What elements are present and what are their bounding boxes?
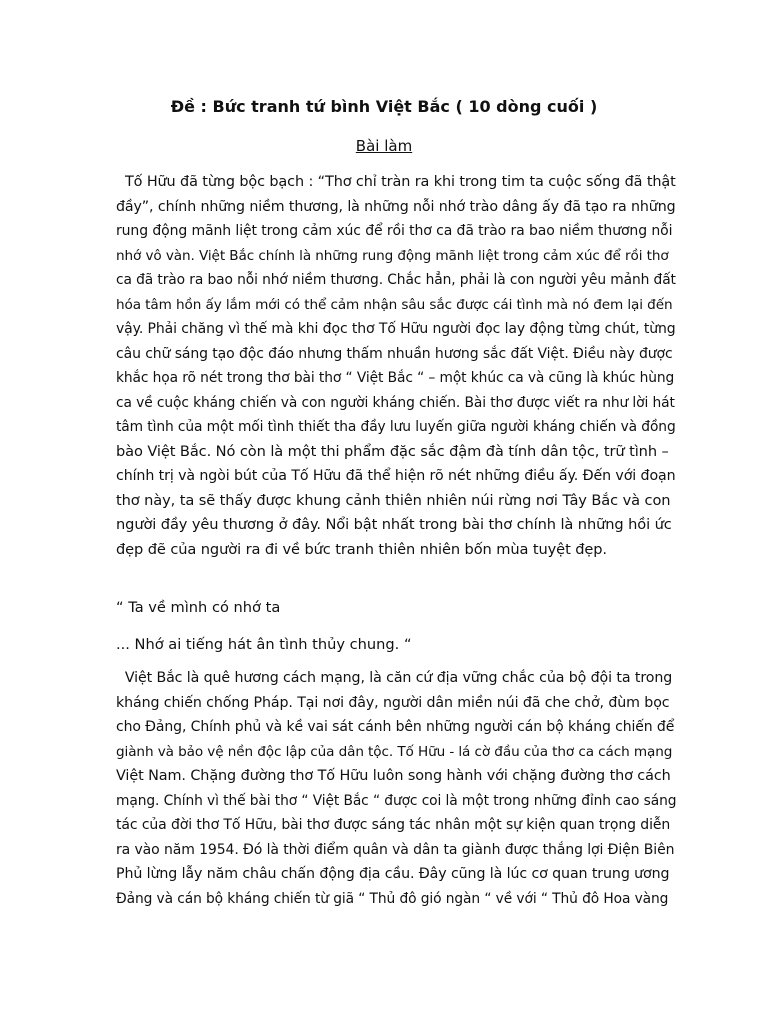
paragraph-line: rung động mãnh liệt trong cảm xúc để rồi thơ ca đã trào ra bao niềm thương nỗi <box>116 223 673 239</box>
paragraph-1 <box>116 170 676 562</box>
paragraph-line: Đảng và cán bộ kháng chiến từ giã “ Thủ đô gió ngàn “ về với “ Thủ đô Hoa vàng <box>116 890 669 907</box>
paragraph-line: Việt Nam. Chặng đường thơ Tố Hữu luôn song hành với chặng đường thơ cách <box>116 768 671 784</box>
poem-quote-end: ... Nhớ ai tiếng hát ân tình thủy chung. “ <box>116 636 412 653</box>
paragraph-line: mạng. Chính vì thế bài thơ “ Việt Bắc “ được coi là một trong những đỉnh cao sáng <box>116 792 677 809</box>
paragraph-line: hóa tâm hồn ấy lắm mới có thể cảm nhận sâu sắc được cái tình mà nó đem lại đến <box>116 296 673 313</box>
paragraph-line: vậy. Phải chăng vì thế mà khi đọc thơ Tố Hữu người đọc lay động từng chút, từng <box>116 321 676 337</box>
paragraph-line: Phủ lừng lẫy năm châu chấn động địa cầu. Đây cũng là lúc cơ quan trung ương <box>116 866 670 882</box>
paragraph-line: ca về cuộc kháng chiến và con người kháng chiến. Bài thơ được viết ra như lời hát <box>116 394 675 411</box>
paragraph-line: thơ này, ta sẽ thấy được khung cảnh thiên nhiên núi rừng nơi Tây Bắc và con <box>116 491 671 509</box>
paragraph-line: cho Đảng, Chính phủ và kề vai sát cánh bên những người cán bộ kháng chiến để <box>116 719 675 735</box>
paragraph-line: câu chữ sáng tạo độc đáo nhưng thấm nhuần hương sắc đất Việt. Điều này được <box>116 345 673 362</box>
paragraph-line: ra vào năm 1954. Đó là thời điểm quân và dân ta giành được thắng lợi Điện Biên <box>116 841 675 858</box>
paragraph-line: giành và bảo vệ nền độc lập của dân tộc. Tố Hữu - lá cờ đầu của thơ ca cách mạng <box>116 743 673 760</box>
document-subtitle: Bài làm <box>355 137 413 155</box>
paragraph-line: Việt Bắc là quê hương cách mạng, là căn cứ địa vững chắc của bộ đội ta trong <box>116 670 673 686</box>
paragraph-2 <box>116 666 677 911</box>
paragraph-line: chính trị và ngòi bút của Tố Hữu đã thể hiện rõ nét những điều ấy. Đến với đoạn <box>116 468 676 484</box>
paragraph-line: tâm tình của một mối tình thiết tha đầy lưu luyến giữa người kháng chiến và đồng <box>116 419 676 435</box>
paragraph-line: Tố Hữu đã từng bộc bạch : “Thơ chỉ tràn ra khi trong tim ta cuộc sống đã thật <box>116 174 676 190</box>
poem-quote-start: “ Ta về mình có nhớ ta <box>116 599 281 616</box>
document-title: Đề : Bức tranh tứ bình Việt Bắc ( 10 dòng cuối ) <box>170 97 598 116</box>
paragraph-line: người đầy yêu thương ở đây. Nổi bật nhất trong bài thơ chính là những hồi ức <box>116 516 672 533</box>
paragraph-line: tác của đời thơ Tố Hữu, bài thơ được sáng tác nhân một sự kiện quan trọng diễn <box>116 817 671 833</box>
paragraph-line: bào Việt Bắc. Nó còn là một thi phẩm đặc sắc đậm đà tính dân tộc, trữ tình – <box>116 442 669 460</box>
paragraph-line: ca đã trào ra bao nỗi nhớ niềm thương. Chắc hẳn, phải là con người yêu mảnh đất <box>116 272 676 288</box>
paragraph-line: khắc họa rõ nét trong thơ bài thơ “ Việt Bắc “ – một khúc ca và cũng là khúc hùng <box>116 370 675 386</box>
paragraph-line: đầy”, chính những niềm thương, là những nỗi nhớ trào dâng ấy đã tạo ra những <box>116 198 676 215</box>
paragraph-line: kháng chiến chống Pháp. Tại nơi đây, người dân miền núi đã che chở, đùm bọc <box>116 694 670 711</box>
paragraph-line: nhớ vô vàn. Việt Bắc chính là những rung động mãnh liệt trong cảm xúc để rồi thơ <box>116 247 669 264</box>
paragraph-line: đẹp đẽ của người ra đi về bức tranh thiên nhiên bốn mùa tuyệt đẹp. <box>116 540 607 558</box>
